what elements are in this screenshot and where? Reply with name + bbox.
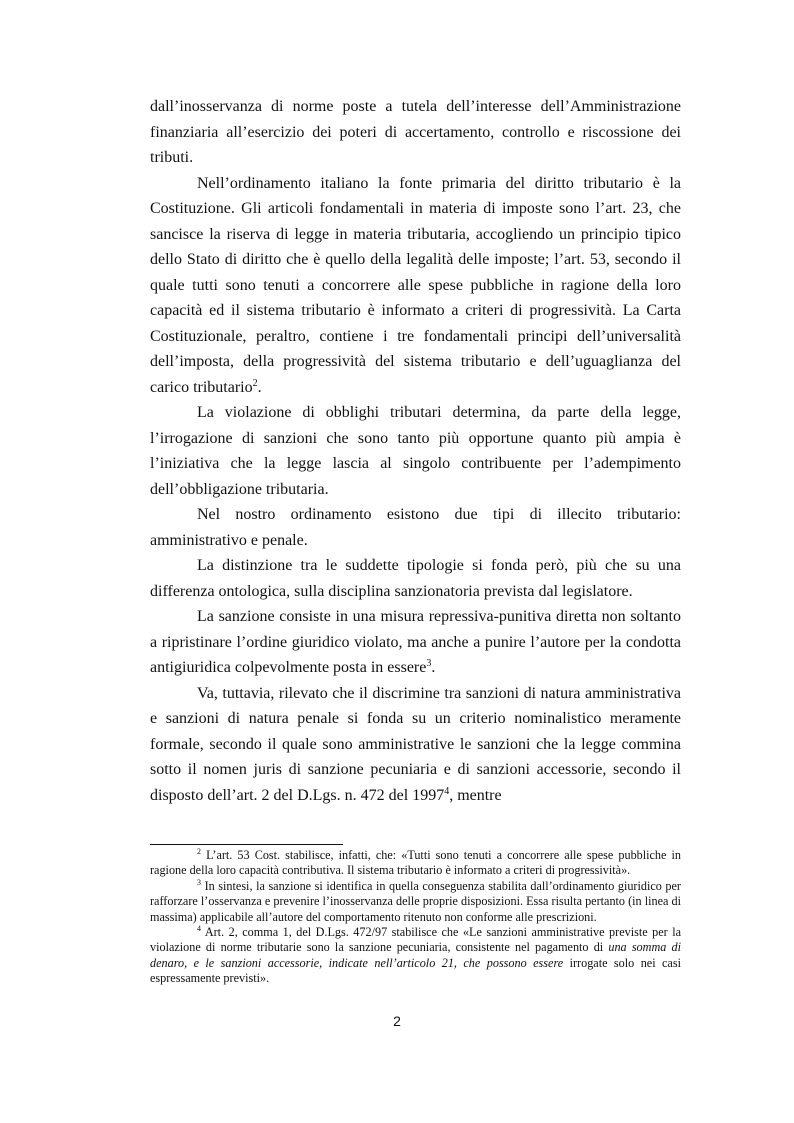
footnote-4-italic: una somma di denaro, e le sanzioni accessorie, indicate nell’articolo 21, che possono essere xyxy=(150,940,681,970)
footnote-divider xyxy=(150,844,343,845)
footnote-3 xyxy=(150,879,681,925)
paragraph-7-text: Va, tuttavia, rilevato che il discrimine tra sanzioni di natura amministrativa e sanzioni di natura penale si fonda su un criterio nominalistico meramente formale, secondo il quale sono amministrative le sanzioni che la legge commina sotto il nomen juris di sanzione pecuniaria e di sanzioni accessorie, secondo il disposto dell’art. 2 del D.Lgs. n. 472 del 1997 xyxy=(150,684,681,804)
paragraph-5: La distinzione tra le suddette tipologie si fonda però, più che su una differenza ontologica, sulla disciplina sanzionatoria prevista dal legislatore. xyxy=(150,557,681,600)
paragraph-4: Nel nostro ordinamento esistono due tipi di illecito tributario: amministrativo e penale. xyxy=(150,506,681,549)
footnotes xyxy=(150,848,681,987)
footnote-ref-3: 3 xyxy=(426,658,432,669)
footnote-3-number: 3 xyxy=(197,877,201,887)
footnote-ref-2: 2 xyxy=(252,377,258,389)
footnote-2 xyxy=(150,848,681,879)
paragraph-7 xyxy=(150,681,681,809)
paragraph-6-end: . xyxy=(431,659,436,676)
paragraph-2 xyxy=(150,171,681,401)
footnote-3-text: In sintesi, la sanzione si identifica in quella conseguenza stabilita dall’ordinamento giuridico per rafforzare l’osservanza e prevenire l’inosservanza delle proprie disposizioni. Essa risulta pertanto (in linea di massima) applicabile all’autore del comportamento ritenuto non conforme alle prescrizioni. xyxy=(150,878,681,924)
paragraph-7-end: , mentre xyxy=(449,786,502,804)
footnote-4-number: 4 xyxy=(197,924,201,934)
footnote-4 xyxy=(150,925,681,987)
paragraph-1: dall’inosservanza di norme poste a tutela dell’interesse dell’Amministrazione finanziaria all’esercizio dei poteri di accertamento, controllo e riscossione dei tributi. xyxy=(150,98,681,166)
paragraph-6 xyxy=(150,604,681,681)
paragraph-3: La violazione di obblighi tributari determina, da parte della legge, l’irrogazione di sanzioni che sono tanto più opportune quanto più ampia è l’iniziativa che la legge lascia al singolo contribuente per l’adempimento dell’obbligazione tributaria. xyxy=(150,404,681,498)
footnote-2-text: L’art. 53 Cost. stabilisce, infatti, che: «Tutti sono tenuti a concorrere alle spese pubbliche in ragione della loro capacità contributiva. Il sistema tributario è informato a criteri di progressività». xyxy=(150,848,681,878)
paragraph-2-end: . xyxy=(257,378,262,396)
footnote-4-text: Art. 2, comma 1, del D.Lgs. 472/97 stabilisce che «Le sanzioni amministrative previste per la violazione di norme tributarie sono la sanzione pecuniaria, consistente nel pagamento di xyxy=(150,925,681,955)
body-text xyxy=(150,94,681,808)
paragraph-2-text: Nell’ordinamento italiano la fonte primaria del diritto tributario è la Costituzione. Gli articoli fondamentali in materia di imposte sono l’art. 23, che sancisce la riserva di legge in materia tributaria, accogliendo un principio tipico dello Stato di diritto che è quello della legalità delle imposte; l’art. 53, secondo il quale tutti sono tenuti a concorrere alle spese pubbliche in ragione della loro capacità ed il sistema tributario è informato a criteri di progressività. La Carta Costituzionale, peraltro, contiene i tre fondamentali principi dell’universalità dell’imposta, della progressività del sistema tributario e dell’uguaglianza del carico tributario xyxy=(150,174,681,396)
footnote-4-text-end: irrogate solo nei casi espressamente previsti». xyxy=(150,955,681,986)
footnote-2-number: 2 xyxy=(197,847,201,856)
footnote-ref-4: 4 xyxy=(444,785,450,797)
page-number: 2 xyxy=(393,1013,401,1029)
paragraph-6-text: La sanzione consiste in una misura repressiva-punitiva diretta non soltanto a ripristinare l’ordine giuridico violato, ma anche a punire l’autore per la condotta antigiuridica colpevolmente posta in essere xyxy=(150,608,681,676)
